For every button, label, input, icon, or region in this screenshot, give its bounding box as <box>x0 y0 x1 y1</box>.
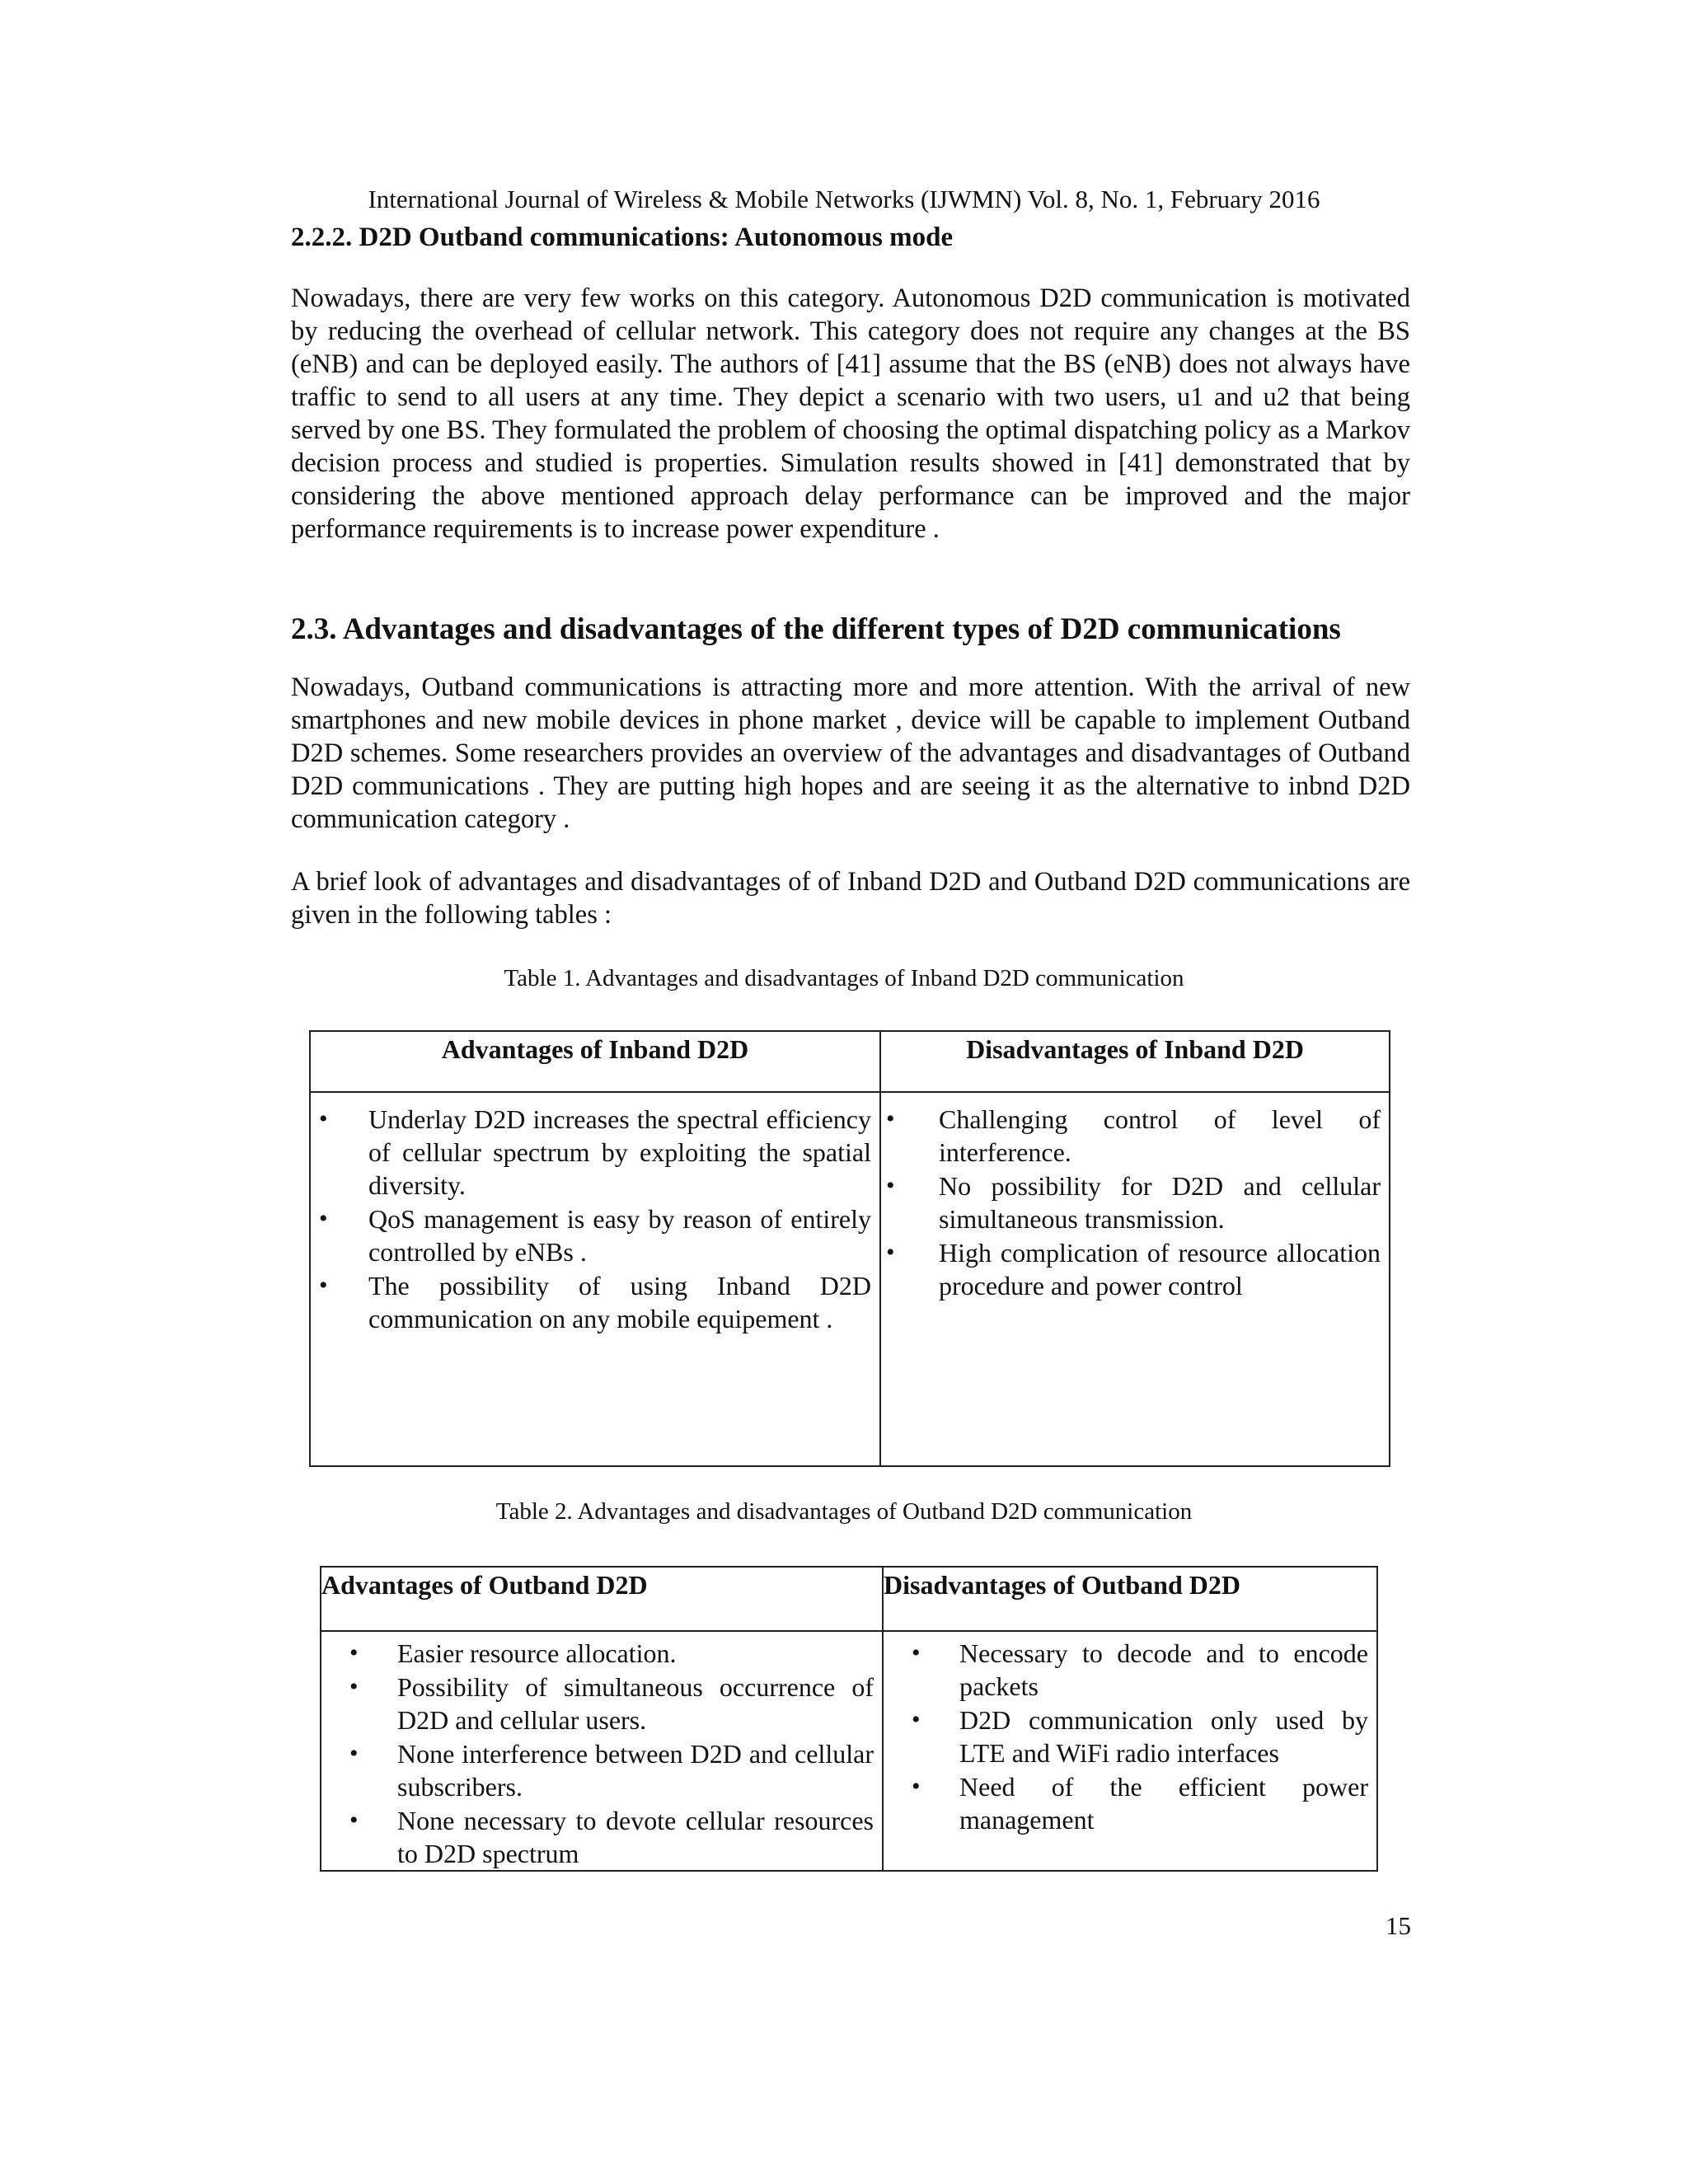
table1-header-advantages: Advantages of Inband D2D <box>310 1031 880 1092</box>
table1-advantages-list <box>311 1093 879 1335</box>
bullet-icon: • <box>886 1172 895 1199</box>
table1-header-disadvantages: Disadvantages of Inband D2D <box>880 1031 1390 1092</box>
list-item-text: None necessary to devote cellular resources to D2D spectrum <box>397 1806 874 1868</box>
list-item <box>319 1202 871 1268</box>
list-item <box>912 1704 1368 1769</box>
list-item-text: Need of the efficient power management <box>959 1772 1368 1835</box>
table2-body-row <box>321 1631 1377 1871</box>
section-heading: 2.3. Advantages and disadvantages of the different types of D2D communications <box>291 612 1341 646</box>
table1-advantages-cell <box>310 1092 880 1466</box>
table1 <box>309 1030 1390 1467</box>
list-item-text: Challenging control of level of interference. <box>939 1104 1381 1167</box>
table2-header-advantages: Advantages of Outband D2D <box>321 1567 883 1631</box>
section-paragraph-2: A brief look of advantages and disadvantages of of Inband D2D and Outband D2D communications are given in the following tables : <box>291 867 1410 930</box>
table2-header-disadvantages: Disadvantages of Outband D2D <box>883 1567 1377 1631</box>
list-item <box>349 1737 874 1803</box>
table2 <box>320 1566 1378 1872</box>
bullet-icon: • <box>886 1105 895 1132</box>
bullet-icon: • <box>319 1272 328 1299</box>
list-item <box>319 1103 871 1202</box>
running-header: International Journal of Wireless & Mobile Networks (IJWMN) Vol. 8, No. 1, February 2016 <box>368 185 1320 213</box>
table2-disadvantages-list <box>884 1632 1376 1836</box>
bullet-icon: • <box>319 1205 328 1232</box>
subsection-heading: 2.2.2. D2D Outband communications: Autonomous mode <box>291 223 954 252</box>
bullet-icon: • <box>319 1105 328 1132</box>
list-item-text: Necessary to decode and to encode packets <box>959 1638 1368 1701</box>
table1-caption: Table 1. Advantages and disadvantages of Inband D2D communication <box>504 965 1184 991</box>
list-item-text: Underlay D2D increases the spectral efficiency of cellular spectrum by exploiting the spatial diversity. <box>368 1104 871 1200</box>
bullet-icon: • <box>349 1673 359 1700</box>
list-item-text: High complication of resource allocation procedure and power control <box>939 1238 1381 1301</box>
table1-body-row <box>310 1092 1390 1466</box>
table2-advantages-cell <box>321 1631 883 1871</box>
list-item <box>349 1637 874 1670</box>
list-item-text: QoS management is easy by reason of entirely controlled by eNBs . <box>368 1204 871 1267</box>
bullet-icon: • <box>886 1239 895 1266</box>
list-item <box>886 1169 1381 1235</box>
table1-disadvantages-cell <box>880 1092 1390 1466</box>
bullet-icon: • <box>912 1773 921 1800</box>
bullet-icon: • <box>349 1807 359 1834</box>
table2-disadvantages-cell <box>883 1631 1377 1871</box>
table2-advantages-list <box>321 1632 882 1870</box>
table2-caption: Table 2. Advantages and disadvantages of Outband D2D communication <box>495 1498 1193 1525</box>
list-item <box>886 1236 1381 1302</box>
list-item <box>349 1804 874 1870</box>
bullet-icon: • <box>349 1639 359 1666</box>
subsection-paragraph: Nowadays, there are very few works on this category. Autonomous D2D communication is motivated by reducing the overhead of cellular network. This category does not require any changes at the BS (eNB) and can be deployed easily. The authors of [41] assume that the BS (eNB) does not always have traffic to send to all users at any time. They depict a scenario with two users, u1 and u2 that being served by one BS. They formulated the problem of choosing the optimal dispatching policy as a Markov decision process and studied is properties. Simulation results showed in [41] demonstrated that by considering the above mentioned approach delay performance can be improved and the major performance requirements is to increase power expenditure . <box>291 284 1410 544</box>
list-item-text: Easier resource allocation. <box>397 1638 677 1668</box>
list-item <box>912 1770 1368 1836</box>
bullet-icon: • <box>912 1706 921 1733</box>
table1-disadvantages-list <box>881 1093 1389 1302</box>
list-item-text: No possibility for D2D and cellular simultaneous transmission. <box>939 1171 1381 1234</box>
list-item <box>319 1269 871 1335</box>
list-item-text: None interference between D2D and cellular subscribers. <box>397 1739 874 1802</box>
list-item-text: The possibility of using Inband D2D communication on any mobile equipement . <box>368 1271 871 1333</box>
bullet-icon: • <box>349 1740 359 1767</box>
bullet-icon: • <box>912 1639 921 1666</box>
list-item <box>912 1637 1368 1703</box>
list-item-text: Possibility of simultaneous occurrence of D2D and cellular users. <box>397 1672 874 1735</box>
table1-header-row <box>310 1031 1390 1092</box>
list-item <box>886 1103 1381 1169</box>
list-item-text: D2D communication only used by LTE and WiFi radio interfaces <box>959 1705 1368 1768</box>
section-paragraph-1: Nowadays, Outband communications is attracting more and more attention. With the arrival of new smartphones and new mobile devices in phone market , device will be capable to implement Outband D2D schemes. Some researchers provides an overview of the advantages and disadvantages of Outband D2D communications . They are putting high hopes and are seeing it as the alternative to inbnd D2D communication category . <box>291 673 1410 834</box>
page-number: 15 <box>1386 1911 1411 1940</box>
list-item <box>349 1671 874 1736</box>
table2-header-row <box>321 1567 1377 1631</box>
